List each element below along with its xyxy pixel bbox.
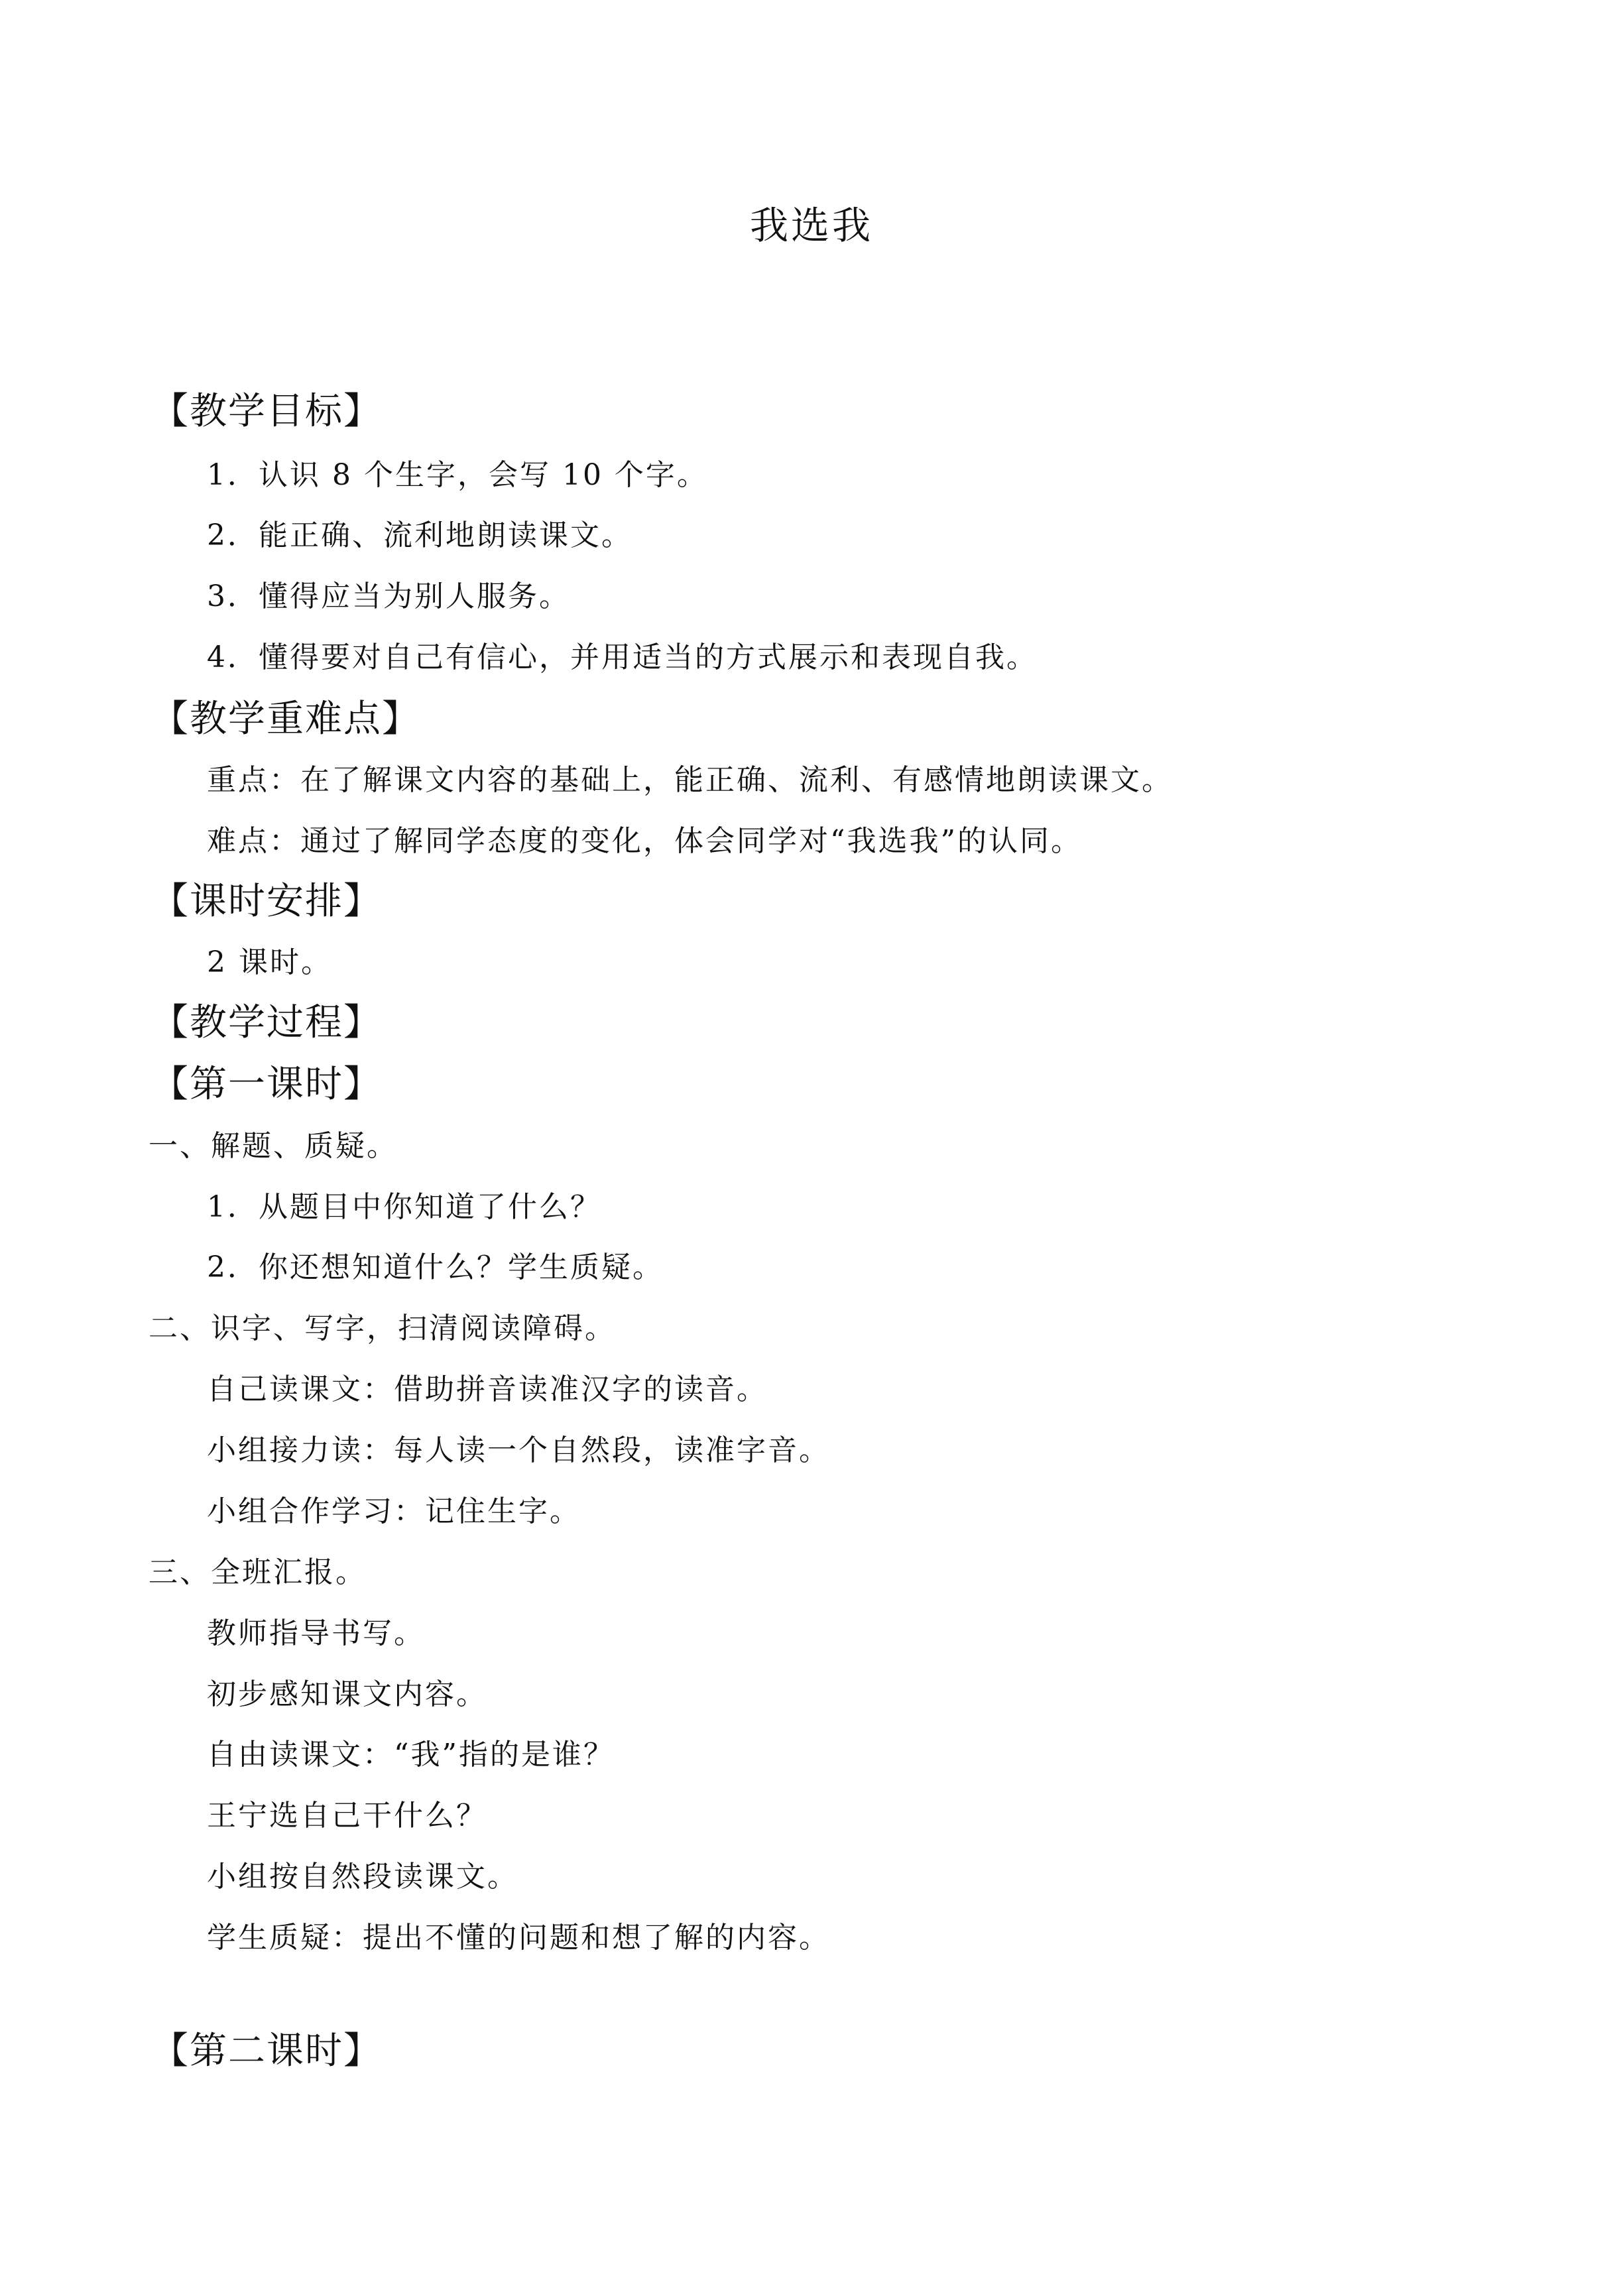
lesson1-heading: 【第一课时】 bbox=[151, 1063, 382, 1106]
section-1-title: 一、解题、质疑。 bbox=[149, 1129, 398, 1163]
document-title: 我选我 bbox=[749, 203, 873, 248]
section-3-item-4: 王宁选自己干什么？ bbox=[207, 1799, 487, 1833]
section-3-item-6: 学生质疑：提出不懂的问题和想了解的内容。 bbox=[207, 1921, 830, 1955]
objective-item-4: 4．懂得要对自己有信心，并用适当的方式展示和表现自我。 bbox=[207, 640, 1038, 674]
section-2-title: 二、识字、写字，扫清阅读障碍。 bbox=[149, 1311, 616, 1345]
key-point-difficulty: 难点：通过了解同学态度的变化，体会同学对“我选我”的认同。 bbox=[207, 824, 1082, 858]
lesson2-heading: 【第二课时】 bbox=[151, 2029, 382, 2073]
section-3-item-1: 教师指导书写。 bbox=[207, 1616, 425, 1650]
section-2-item-2: 小组接力读：每人读一个自然段，读准字音。 bbox=[207, 1433, 830, 1467]
section-3-title: 三、全班汇报。 bbox=[149, 1555, 367, 1589]
section-1-item-2: 2．你还想知道什么？学生质疑。 bbox=[207, 1250, 664, 1284]
section-3-item-5: 小组按自然段读课文。 bbox=[207, 1860, 518, 1894]
schedule-heading: 【课时安排】 bbox=[151, 880, 382, 923]
objective-item-2: 2．能正确、流利地朗读课文。 bbox=[207, 518, 632, 552]
objective-item-1: 1．认识 8 个生字，会写 10 个字。 bbox=[207, 458, 708, 492]
schedule-text: 2 课时。 bbox=[207, 945, 332, 979]
objective-item-3: 3．懂得应当为别人服务。 bbox=[207, 579, 570, 613]
objectives-heading: 【教学目标】 bbox=[151, 390, 382, 433]
section-3-item-2: 初步感知课文内容。 bbox=[207, 1677, 487, 1711]
section-2-item-3: 小组合作学习：记住生字。 bbox=[207, 1494, 581, 1528]
section-1-item-1: 1．从题目中你知道了什么？ bbox=[207, 1190, 601, 1224]
section-2-item-1: 自己读课文：借助拼音读准汉字的读音。 bbox=[207, 1372, 768, 1406]
key-point-focus: 重点：在了解课文内容的基础上，能正确、流利、有感情地朗读课文。 bbox=[207, 763, 1173, 797]
key-points-heading: 【教学重难点】 bbox=[151, 697, 420, 741]
process-heading: 【教学过程】 bbox=[151, 1001, 382, 1044]
section-3-item-3: 自由读课文：“我”指的是谁？ bbox=[207, 1738, 615, 1772]
